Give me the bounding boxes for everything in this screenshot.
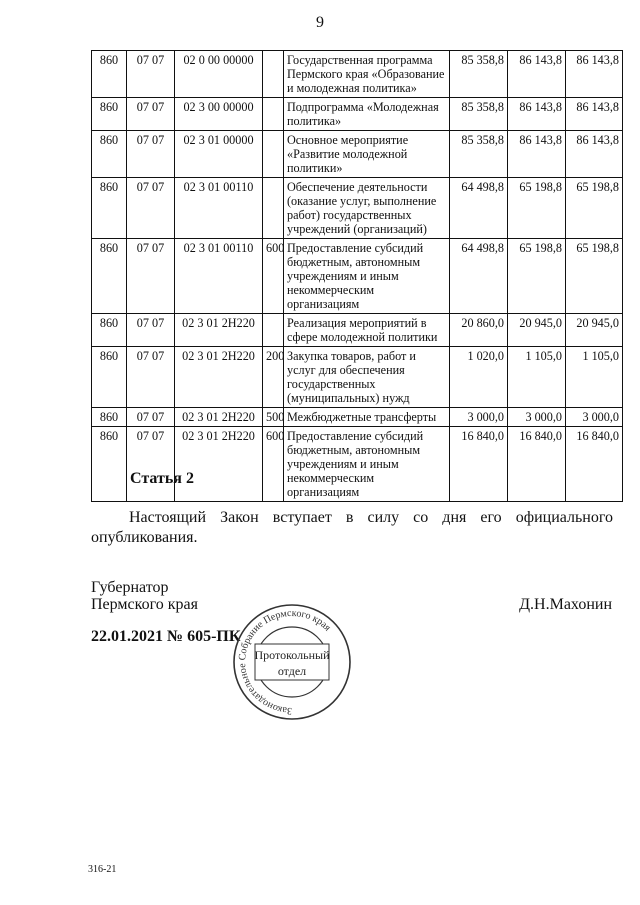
cell-expense-type xyxy=(263,314,284,347)
cell-target-article: 02 3 01 00000 xyxy=(175,131,263,178)
article-heading: Статья 2 xyxy=(130,470,194,487)
cell-section-code: 07 07 xyxy=(127,131,175,178)
table-row xyxy=(92,314,623,347)
cell-expense-type: 600 xyxy=(263,239,284,314)
cell-section-code: 07 07 xyxy=(127,178,175,239)
cell-name: Реализация мероприятий в сфере молодежной политики xyxy=(284,314,450,347)
cell-expense-type xyxy=(263,51,284,98)
cell-value-2022: 16 840,0 xyxy=(508,427,566,502)
cell-admin-code: 860 xyxy=(92,178,127,239)
cell-value-2021: 85 358,8 xyxy=(450,131,508,178)
cell-value-2023: 3 000,0 xyxy=(566,408,623,427)
table-row xyxy=(92,408,623,427)
cell-name: Основное мероприятие «Развитие молодежной политики» xyxy=(284,131,450,178)
governor-title xyxy=(91,579,198,613)
cell-name: Предоставление субсидий бюджетным, автономным учреждениям и иным некоммерческим организациям xyxy=(284,239,450,314)
page-number: 9 xyxy=(316,14,324,31)
stamp-inner-line1: Протокольный xyxy=(254,648,330,662)
table-row xyxy=(92,178,623,239)
cell-name: Межбюджетные трансферты xyxy=(284,408,450,427)
cell-value-2021: 85 358,8 xyxy=(450,98,508,131)
cell-section-code: 07 07 xyxy=(127,51,175,98)
cell-name: Подпрограмма «Молодежная политика» xyxy=(284,98,450,131)
cell-value-2021: 64 498,8 xyxy=(450,178,508,239)
cell-target-article: 02 3 01 2Н220 xyxy=(175,408,263,427)
cell-section-code: 07 07 xyxy=(127,427,175,502)
cell-admin-code: 860 xyxy=(92,131,127,178)
cell-target-article: 02 0 00 00000 xyxy=(175,51,263,98)
cell-value-2023: 20 945,0 xyxy=(566,314,623,347)
cell-value-2023: 86 143,8 xyxy=(566,98,623,131)
cell-section-code: 07 07 xyxy=(127,314,175,347)
cell-admin-code: 860 xyxy=(92,51,127,98)
governor-title-line2: Пермского края xyxy=(91,596,198,613)
stamp-inner-line2: отдел xyxy=(277,664,307,678)
cell-value-2022: 3 000,0 xyxy=(508,408,566,427)
cell-target-article: 02 3 00 00000 xyxy=(175,98,263,131)
cell-value-2022: 20 945,0 xyxy=(508,314,566,347)
cell-value-2022: 86 143,8 xyxy=(508,51,566,98)
cell-value-2022: 86 143,8 xyxy=(508,131,566,178)
cell-value-2023: 86 143,8 xyxy=(566,131,623,178)
table-row xyxy=(92,51,623,98)
cell-name: Предоставление субсидий бюджетным, автономным учреждениям и иным некоммерческим организациям xyxy=(284,427,450,502)
cell-expense-type: 500 xyxy=(263,408,284,427)
cell-expense-type xyxy=(263,98,284,131)
cell-value-2023: 86 143,8 xyxy=(566,51,623,98)
cell-value-2021: 1 020,0 xyxy=(450,347,508,408)
cell-expense-type: 200 xyxy=(263,347,284,408)
cell-value-2023: 1 105,0 xyxy=(566,347,623,408)
cell-value-2023: 65 198,8 xyxy=(566,239,623,314)
cell-name: Закупка товаров, работ и услуг для обеспечения государственных (муниципальных) нужд xyxy=(284,347,450,408)
cell-value-2022: 86 143,8 xyxy=(508,98,566,131)
cell-admin-code: 860 xyxy=(92,314,127,347)
cell-value-2023: 16 840,0 xyxy=(566,427,623,502)
cell-name: Государственная программа Пермского края «Образование и молодежная политика» xyxy=(284,51,450,98)
law-date-number: 22.01.2021 № 605-ПК xyxy=(91,628,241,645)
cell-admin-code: 860 xyxy=(92,347,127,408)
cell-admin-code: 860 xyxy=(92,427,127,502)
table-row xyxy=(92,427,623,502)
cell-section-code: 07 07 xyxy=(127,347,175,408)
cell-value-2021: 20 860,0 xyxy=(450,314,508,347)
governor-name: Д.Н.Махонин xyxy=(519,596,612,613)
cell-target-article: 02 3 01 2Н220 xyxy=(175,427,263,502)
stamp-ring-textpath: Законодательное Собрание Пермского края xyxy=(236,607,333,717)
cell-target-article: 02 3 01 2Н220 xyxy=(175,314,263,347)
cell-value-2022: 1 105,0 xyxy=(508,347,566,408)
table-row xyxy=(92,239,623,314)
official-stamp xyxy=(222,596,362,722)
footer-code: 316-21 xyxy=(88,864,117,875)
governor-title-line1: Губернатор xyxy=(91,579,169,596)
cell-section-code: 07 07 xyxy=(127,408,175,427)
cell-value-2023: 65 198,8 xyxy=(566,178,623,239)
cell-value-2021: 3 000,0 xyxy=(450,408,508,427)
article-text: Настоящий Закон вступает в силу со дня его официального опубликования. xyxy=(91,509,613,546)
cell-target-article: 02 3 01 00110 xyxy=(175,239,263,314)
cell-expense-type xyxy=(263,131,284,178)
cell-admin-code: 860 xyxy=(92,98,127,131)
cell-expense-type xyxy=(263,178,284,239)
cell-value-2021: 85 358,8 xyxy=(450,51,508,98)
table-row xyxy=(92,98,623,131)
cell-value-2021: 64 498,8 xyxy=(450,239,508,314)
cell-section-code: 07 07 xyxy=(127,98,175,131)
table-row xyxy=(92,131,623,178)
cell-value-2022: 65 198,8 xyxy=(508,178,566,239)
cell-target-article: 02 3 01 2Н220 xyxy=(175,347,263,408)
cell-expense-type: 600 xyxy=(263,427,284,502)
budget-table xyxy=(91,50,623,502)
cell-section-code: 07 07 xyxy=(127,239,175,314)
cell-target-article: 02 3 01 00110 xyxy=(175,178,263,239)
cell-value-2021: 16 840,0 xyxy=(450,427,508,502)
table-row xyxy=(92,347,623,408)
cell-admin-code: 860 xyxy=(92,408,127,427)
cell-value-2022: 65 198,8 xyxy=(508,239,566,314)
cell-admin-code: 860 xyxy=(92,239,127,314)
cell-name: Обеспечение деятельности (оказание услуг, выполнение работ) государственных учреждений (организаций) xyxy=(284,178,450,239)
